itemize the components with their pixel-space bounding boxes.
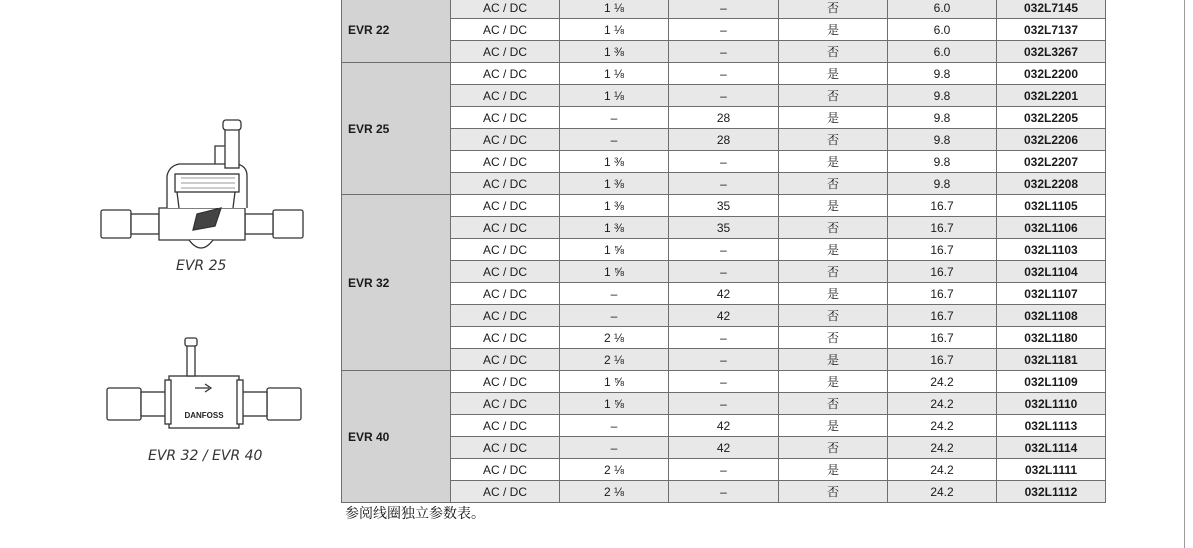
table-row: [342, 481, 1106, 503]
manual-cell: 否: [779, 437, 888, 459]
code-cell: 032L1114: [997, 437, 1106, 459]
kv-cell: 9.8: [888, 107, 997, 129]
kv-cell: 9.8: [888, 85, 997, 107]
code-cell: 032L1108: [997, 305, 1106, 327]
code-cell: 032L2205: [997, 107, 1106, 129]
table-row: [342, 437, 1106, 459]
manual-cell: 是: [779, 371, 888, 393]
manual-cell: 是: [779, 19, 888, 41]
table-row: [342, 129, 1106, 151]
kv-cell: 9.8: [888, 129, 997, 151]
flare-cell: 1 ⅜: [560, 173, 669, 195]
manual-cell: 是: [779, 349, 888, 371]
supply-cell: AC / DC: [451, 107, 560, 129]
manual-cell: 否: [779, 0, 888, 19]
solder-cell: –: [669, 0, 779, 19]
flare-cell: 1 ⅛: [560, 85, 669, 107]
kv-cell: 24.2: [888, 393, 997, 415]
flare-cell: –: [560, 129, 669, 151]
supply-cell: AC / DC: [451, 151, 560, 173]
kv-cell: 6.0: [888, 0, 997, 19]
table-row: [342, 371, 1106, 393]
code-cell: 032L1104: [997, 261, 1106, 283]
supply-cell: AC / DC: [451, 239, 560, 261]
kv-cell: 16.7: [888, 217, 997, 239]
manual-cell: 是: [779, 239, 888, 261]
valve-spec-table: [341, 0, 1106, 503]
code-cell: 032L2201: [997, 85, 1106, 107]
kv-cell: 24.2: [888, 437, 997, 459]
code-cell: 032L3267: [997, 41, 1106, 63]
supply-cell: AC / DC: [451, 349, 560, 371]
code-cell: 032L1107: [997, 283, 1106, 305]
solder-cell: –: [669, 393, 779, 415]
supply-cell: AC / DC: [451, 261, 560, 283]
flare-cell: 1 ⅜: [560, 195, 669, 217]
manual-cell: 是: [779, 107, 888, 129]
model-cell: EVR 22: [342, 0, 451, 63]
code-cell: 032L1113: [997, 415, 1106, 437]
solenoid-valve-evr32-40-icon: [105, 334, 303, 438]
supply-cell: AC / DC: [451, 63, 560, 85]
kv-cell: 9.8: [888, 63, 997, 85]
footnote: 参阅线圈独立参数表。: [345, 506, 485, 522]
flare-cell: 2 ⅛: [560, 349, 669, 371]
illustration-caption-evr25: EVR 25: [176, 258, 227, 274]
manual-cell: 否: [779, 261, 888, 283]
flare-cell: –: [560, 283, 669, 305]
model-cell: EVR 40: [342, 371, 451, 503]
solder-cell: –: [669, 173, 779, 195]
code-cell: 032L7137: [997, 19, 1106, 41]
solder-cell: –: [669, 327, 779, 349]
manual-cell: 否: [779, 481, 888, 503]
manual-cell: 是: [779, 63, 888, 85]
table-row: [342, 0, 1106, 19]
table-row: [342, 393, 1106, 415]
table-row: [342, 305, 1106, 327]
kv-cell: 16.7: [888, 239, 997, 261]
code-cell: 032L1109: [997, 371, 1106, 393]
solder-cell: –: [669, 151, 779, 173]
supply-cell: AC / DC: [451, 85, 560, 107]
flare-cell: –: [560, 415, 669, 437]
supply-cell: AC / DC: [451, 371, 560, 393]
table-row: [342, 85, 1106, 107]
kv-cell: 16.7: [888, 195, 997, 217]
code-cell: 032L1110: [997, 393, 1106, 415]
model-cell: EVR 25: [342, 63, 451, 195]
manual-cell: 否: [779, 41, 888, 63]
solenoid-valve-evr25-icon: [97, 116, 307, 256]
code-cell: 032L1103: [997, 239, 1106, 261]
kv-cell: 16.7: [888, 349, 997, 371]
flare-cell: 1 ⅜: [560, 217, 669, 239]
flare-cell: –: [560, 107, 669, 129]
supply-cell: AC / DC: [451, 459, 560, 481]
solder-cell: –: [669, 371, 779, 393]
solder-cell: –: [669, 459, 779, 481]
flare-cell: 1 ⅛: [560, 19, 669, 41]
code-cell: 032L2206: [997, 129, 1106, 151]
table-row: [342, 327, 1106, 349]
manual-cell: 是: [779, 195, 888, 217]
table-row: [342, 151, 1106, 173]
code-cell: 032L1180: [997, 327, 1106, 349]
kv-cell: 24.2: [888, 481, 997, 503]
solder-cell: 35: [669, 195, 779, 217]
code-cell: 032L1112: [997, 481, 1106, 503]
kv-cell: 16.7: [888, 261, 997, 283]
code-cell: 032L1181: [997, 349, 1106, 371]
page-right-edge: [1184, 0, 1185, 548]
supply-cell: AC / DC: [451, 195, 560, 217]
supply-cell: AC / DC: [451, 437, 560, 459]
supply-cell: AC / DC: [451, 305, 560, 327]
table-row: [342, 415, 1106, 437]
solder-cell: 42: [669, 305, 779, 327]
flare-cell: 1 ⅛: [560, 63, 669, 85]
model-cell: EVR 32: [342, 195, 451, 371]
flare-cell: 2 ⅛: [560, 327, 669, 349]
solder-cell: 42: [669, 415, 779, 437]
code-cell: 032L1106: [997, 217, 1106, 239]
table-row: [342, 19, 1106, 41]
solder-cell: –: [669, 85, 779, 107]
solder-cell: 42: [669, 283, 779, 305]
kv-cell: 16.7: [888, 283, 997, 305]
manual-cell: 否: [779, 327, 888, 349]
table-row: [342, 261, 1106, 283]
code-cell: 032L1105: [997, 195, 1106, 217]
kv-cell: 9.8: [888, 173, 997, 195]
flare-cell: 1 ⅝: [560, 393, 669, 415]
kv-cell: 24.2: [888, 459, 997, 481]
flare-cell: 1 ⅝: [560, 239, 669, 261]
solder-cell: –: [669, 481, 779, 503]
kv-cell: 16.7: [888, 327, 997, 349]
illustration-caption-evr32-40: EVR 32 / EVR 40: [148, 448, 263, 464]
solder-cell: 28: [669, 107, 779, 129]
solder-cell: –: [669, 19, 779, 41]
flare-cell: 1 ⅝: [560, 261, 669, 283]
solder-cell: –: [669, 63, 779, 85]
code-cell: 032L2208: [997, 173, 1106, 195]
manual-cell: 否: [779, 305, 888, 327]
kv-cell: 24.2: [888, 415, 997, 437]
manual-cell: 是: [779, 415, 888, 437]
table-row: [342, 195, 1106, 217]
supply-cell: AC / DC: [451, 393, 560, 415]
supply-cell: AC / DC: [451, 283, 560, 305]
flare-cell: 1 ⅜: [560, 41, 669, 63]
flare-cell: –: [560, 437, 669, 459]
supply-cell: AC / DC: [451, 41, 560, 63]
manual-cell: 否: [779, 173, 888, 195]
flare-cell: 2 ⅛: [560, 481, 669, 503]
supply-cell: AC / DC: [451, 173, 560, 195]
flare-cell: 2 ⅛: [560, 459, 669, 481]
manual-cell: 否: [779, 217, 888, 239]
table-row: [342, 459, 1106, 481]
supply-cell: AC / DC: [451, 327, 560, 349]
kv-cell: 9.8: [888, 151, 997, 173]
supply-cell: AC / DC: [451, 217, 560, 239]
kv-cell: 24.2: [888, 371, 997, 393]
kv-cell: 6.0: [888, 19, 997, 41]
flare-cell: 1 ⅜: [560, 151, 669, 173]
solder-cell: –: [669, 349, 779, 371]
manual-cell: 否: [779, 129, 888, 151]
table-row: [342, 217, 1106, 239]
table-row: [342, 283, 1106, 305]
flare-cell: 1 ⅝: [560, 371, 669, 393]
solder-cell: –: [669, 41, 779, 63]
table-row: [342, 41, 1106, 63]
manual-cell: 是: [779, 459, 888, 481]
code-cell: 032L2207: [997, 151, 1106, 173]
code-cell: 032L2200: [997, 63, 1106, 85]
manual-cell: 否: [779, 393, 888, 415]
supply-cell: AC / DC: [451, 0, 560, 19]
brand-text: DANFOSS: [184, 411, 224, 420]
manual-cell: 是: [779, 283, 888, 305]
table-row: [342, 63, 1106, 85]
manual-cell: 是: [779, 151, 888, 173]
kv-cell: 6.0: [888, 41, 997, 63]
solder-cell: 42: [669, 437, 779, 459]
table-row: [342, 239, 1106, 261]
supply-cell: AC / DC: [451, 415, 560, 437]
table-row: [342, 349, 1106, 371]
supply-cell: AC / DC: [451, 481, 560, 503]
solder-cell: 35: [669, 217, 779, 239]
code-cell: 032L7145: [997, 0, 1106, 19]
flare-cell: –: [560, 305, 669, 327]
solder-cell: –: [669, 261, 779, 283]
kv-cell: 16.7: [888, 305, 997, 327]
code-cell: 032L1111: [997, 459, 1106, 481]
table-row: [342, 107, 1106, 129]
solder-cell: –: [669, 239, 779, 261]
supply-cell: AC / DC: [451, 19, 560, 41]
flare-cell: 1 ⅛: [560, 0, 669, 19]
supply-cell: AC / DC: [451, 129, 560, 151]
table-row: [342, 173, 1106, 195]
solder-cell: 28: [669, 129, 779, 151]
manual-cell: 否: [779, 85, 888, 107]
